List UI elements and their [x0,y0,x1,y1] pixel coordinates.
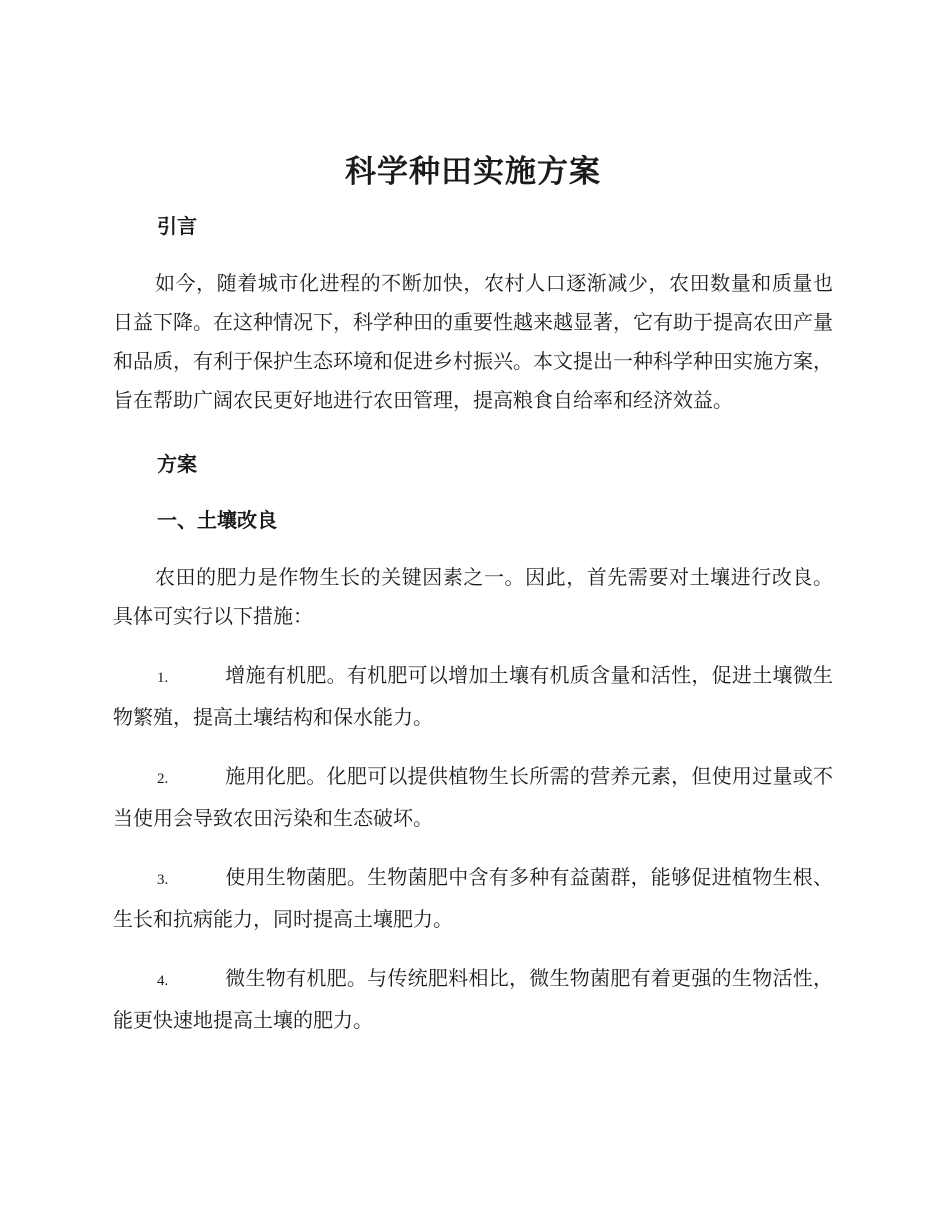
spacer [113,482,833,502]
spacer [113,538,833,558]
spacer [113,420,833,446]
spacer [113,737,833,757]
measure-number: 4. [157,973,169,989]
spacer [113,838,833,858]
plan-heading: 方案 [157,452,197,476]
measure-text: 施用化肥。化肥可以提供植物生长所需的营养元素，但使用过量或不当使用会导致农田污染和生态破坏。 [113,764,833,830]
spacer [113,939,833,959]
measure-text: 增施有机肥。有机肥可以增加土壤有机质含量和活性，促进土壤微生物繁殖，提高土壤结构和保水能力。 [113,663,833,729]
measure-item-4 [113,959,833,1040]
spacer [113,636,833,656]
measure-text: 使用生物菌肥。生物菌肥中含有多种有益菌群，能够促进植物生根、生长和抗病能力，同时提高土壤肥力。 [113,865,833,931]
section1-paragraph: 农田的肥力是作物生长的关键因素之一。因此，首先需要对土壤进行改良。具体可实行以下措施： [113,565,833,628]
spacer [113,244,833,264]
measure-item-2 [113,757,833,838]
intro-paragraph: 如今，随着城市化进程的不断加快，农村人口逐渐减少，农田数量和质量也日益下降。在这种情况下，科学种田的重要性越来越显著，它有助于提高农田产量和品质，有利于保护生态环境和促进乡村振兴。本文提出一种科学种田实施方案，旨在帮助广阔农民更好地进行农田管理，提高粮食自给率和经济效益。 [113,271,833,412]
section1-heading: 一、土壤改良 [157,508,277,532]
intro-heading: 引言 [157,214,197,238]
measure-item-1 [113,656,833,737]
document-page [113,148,833,1040]
measure-text: 微生物有机肥。与传统肥料相比，微生物菌肥有着更强的生物活性，能更快速地提高土壤的肥力。 [113,966,833,1032]
measure-number: 3. [157,872,169,888]
measure-item-3 [113,858,833,939]
measure-number: 2. [157,771,169,787]
spacer [113,196,833,208]
measure-number: 1. [157,670,169,686]
document-title: 科学种田实施方案 [345,154,601,190]
